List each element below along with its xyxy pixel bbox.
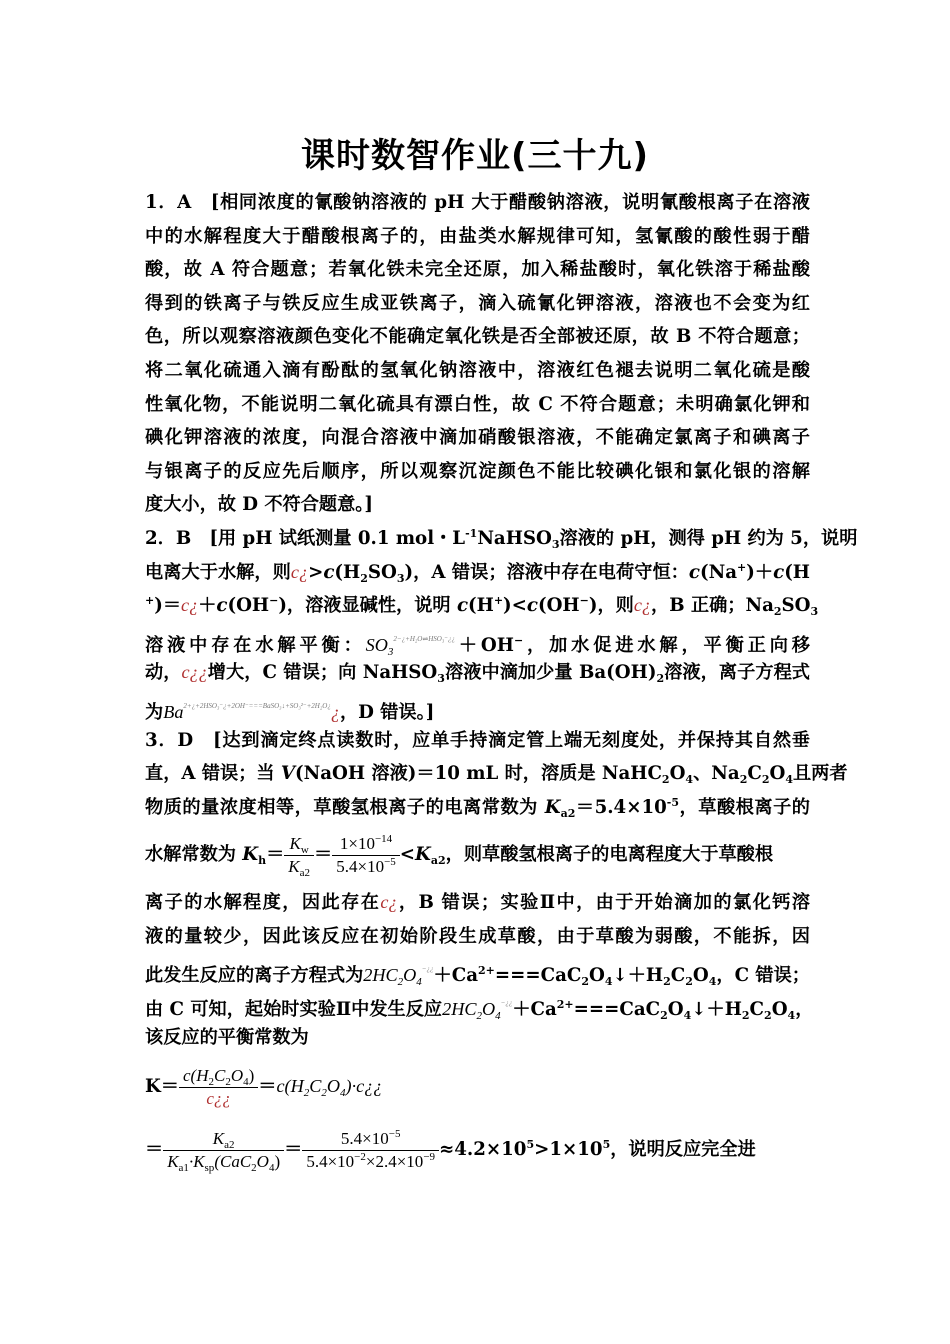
answer-1-line: 性氧化物，不能说明二氧化硫具有漂白性，故 C 不符合题意；未明确氯化钾和 (145, 393, 810, 415)
answer-2-line: 电离大于水解，则$c¿>c(H_2SO_3)$，A 错误；溶液中存在电荷守恒：c(Na+)＋c(H (145, 560, 810, 585)
answer-2-line: +)＝c¿＋c(OH−)，溶液显碱性，说明 c(H+)<c(OH−)，则c¿，B 正确；$Na_2SO_3$ (145, 594, 819, 619)
answer-3-line: 此发生反应的离子方程式为$2HC_2O_4^{-¿¿}+Ca^{2+}===CaC_2O_4↓+H_2C_2O_4$，C 错误； (145, 964, 810, 989)
answer-body (145, 186, 858, 1182)
answer-1-line: 与银离子的反应先后顺序，所以观察沉淀颜色不能比较碘化银和氯化银的溶解 (145, 460, 810, 482)
fraction: $\frac{c(H_2C_2O_4)}{c¿¿}$ (179, 1065, 258, 1110)
answer-1-line: 碘化钾溶液的浓度，向混合溶液中滴加硝酸银溶液，不能确定氯离子和碘离子 (145, 427, 810, 449)
answer-2 (145, 522, 858, 724)
answer-2-line: 2．B [用 pH 试纸测量 0.1 mol・$L^{-1}NaHSO_3$溶液的 pH，测得 pH 约为 5，说明 (145, 526, 858, 551)
answer-3-line: 3．D [达到滴定终点读数时，应单手持滴定管上端无刻度处，并保持其自然垂 (145, 729, 810, 751)
formula-image: c¿ (290, 561, 309, 582)
formula-image: c¿¿ (181, 662, 208, 683)
equilibrium-constant-line: K＝ $\frac{c(H_2C_2O_4)}{c¿¿}$ $=c(H_2C_2O_4)\cdot c¿¿$ (145, 1065, 383, 1108)
answer-1-line: 色，所以观察溶液颜色变化不能确定氧化铁是否全部被还原，故 B 不符合题意； (145, 326, 810, 348)
formula-image: $c(H_2C_2O_4)\cdot c¿¿$ (276, 1076, 383, 1100)
formula-image: c¿ (181, 595, 199, 616)
fraction: $\frac{K_w}{K_{a2}}$ (284, 833, 314, 878)
answer-3-line: 离子的水解程度，因此存在c¿，B 错误；实验Ⅱ中，由于开始滴加的氯化钙溶 (145, 892, 810, 914)
answer-2-line: 动，c¿¿增大，C 错误；向 NaHSO$_3$溶液中滴加少量 $Ba(OH)_2$溶液，离子方程式 (145, 662, 810, 686)
fraction: $\frac{1\times 10^{-14}}{5.4\times 10^{-5}}$ (332, 833, 400, 878)
answer-1-line: 酸，故 A 符合题意；若氧化铁未完全还原，加入稀盐酸时，氧化铁溶于稀盐酸 (145, 259, 810, 281)
formula-image: c¿ (633, 595, 651, 616)
fraction: $\frac{5.4\times 10^{-5}}{5.4\times 10^{-2}\times 2.4\times 10^{-9}}$ (302, 1128, 439, 1173)
answer-2-line: 为$Ba^{2+¿+2HSO_3^-¿+2OH^-===BaSO_3↓+SO_3^{2-}+2H_2O¿}¿$，D 错误。] (145, 701, 435, 723)
formula-image: $SO_3^{2-¿+H_2O\rightleftharpoons HSO_3^-¿¿}$ (365, 634, 455, 658)
answer-1-line: 1．A [相同浓度的氰酸钠溶液的 pH 大于醋酸钠溶液，说明氰酸根离子在溶液 (145, 192, 810, 213)
page-title: 课时数智作业(三十九) (300, 136, 650, 176)
answer-3-line: 物质的量浓度相等，草酸氢根离子的电离常数为 $K_{a2}=5.4\times 10^{-5}$，草酸根离子的 (145, 795, 810, 820)
answer-3 (145, 724, 848, 1183)
formula-image: $2HC_2O_4^{-¿¿}$ (442, 999, 513, 1023)
answer-3-line: 由 C 可知，起始时实验Ⅱ中发生反应$2HC_2O_4^{-¿¿}+Ca^{2+}===CaC_2O_4↓+H_2C_2O_4$， (145, 998, 814, 1023)
answer-1-line: 得到的铁离子与铁反应生成亚铁离子，滴入硫氰化钾溶液，溶液也不会变为红 (145, 292, 810, 314)
fraction: $\frac{K_{a2}}{K_{a1}\cdot K_{sp}(CaC_2O_4)}$ (163, 1128, 284, 1173)
answer-3-line: 水解常数为 $K_h=$ $\frac{K_w}{K_{a2}}$ ＝ $\frac{1\times 10^{-14}}{5.4\times 10^{-5}}$ $<K_{a2}$，则草酸氢根离子的电离程度大于草酸根 (145, 832, 774, 879)
answer-2-line: 溶液中存在水解平衡：$SO_3^{2-¿+H_2O\rightleftharpoons HSO_3^-¿¿}+OH^-$，加水促进水解，平衡正向移 (145, 633, 810, 658)
answer-1-line: 度大小，故 D 不符合题意。] (145, 494, 374, 516)
answer-3-line: 直，A 错误；当 V(NaOH 溶液)＝10 mL 时，溶质是 $NaHC_2O_4$、$Na_2C_2O_4$且两者 (145, 763, 848, 787)
answer-3-line: 液的量较少，因此该反应在初始阶段生成草酸，由于草酸为弱酸，不能拆，因 (145, 925, 810, 947)
formula-image: $Ba^{2+¿+2HSO_3^-¿+2OH^-===BaSO_3↓+SO_3^{2-}+2H_2O¿}$ (163, 701, 331, 722)
answer-3-line: 该反应的平衡常数为 (145, 1026, 309, 1048)
formula-image: $2HC_2O_4^{-¿¿}$ (363, 965, 434, 989)
answer-1 (145, 186, 810, 522)
answer-1-line: 中的水解程度大于醋酸根离子的，由盐类水解规律可知，氢氰酸的酸性弱于醋 (145, 225, 810, 247)
equilibrium-constant-line: ＝ $\frac{K_{a2}}{K_{a1}\cdot K_{sp}(CaC_2O_4)}$ ＝ $\frac{5.4\times 10^{-5}}{5.4\times 10^{-2}\times 2.4\times 10^{-9}}$ $\approx 4.2\times 10^5>1\times 10^5$，说明反应完全进 (145, 1127, 756, 1174)
answer-1-line: 将二氧化硫通入滴有酚酞的氢氧化钠溶液中，溶液红色褪去说明二氧化硫是酸 (145, 359, 810, 381)
formula-image: c¿ (380, 892, 398, 913)
